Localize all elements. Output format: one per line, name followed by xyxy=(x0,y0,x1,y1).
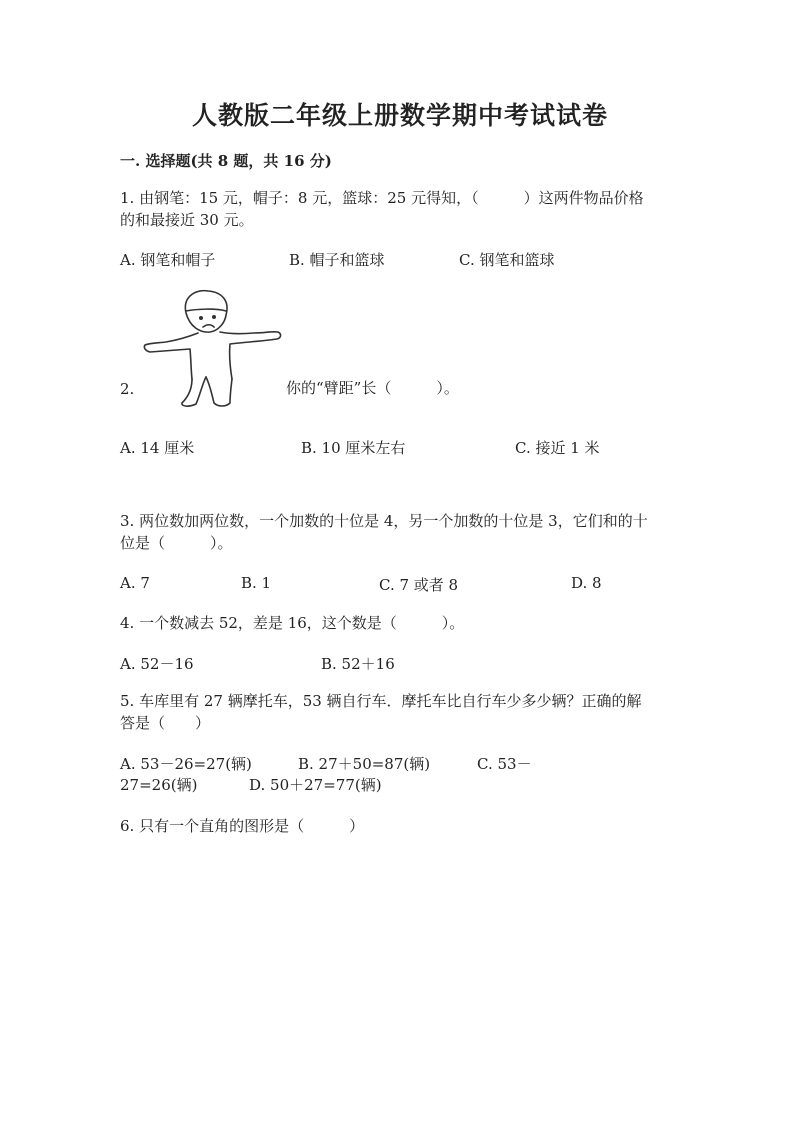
question-1 xyxy=(120,187,680,231)
question-3-option-b: B. 1 xyxy=(241,574,272,592)
question-4-stem: 4. 一个数减去 52，差是 16，这个数是（ ）。 xyxy=(120,614,465,632)
question-3 xyxy=(120,510,680,554)
question-2-option-c: C. 接近 1 米 xyxy=(515,439,600,457)
question-5-option-c-part1: C. 53－ xyxy=(477,755,532,773)
section-heading: 一. 选择题(共 8 题，共 16 分) xyxy=(120,152,332,170)
question-3-stem-line2: 位是（ ）。 xyxy=(120,534,233,552)
question-4-option-a: A. 52－16 xyxy=(120,655,194,673)
question-1-option-b: B. 帽子和篮球 xyxy=(289,251,385,269)
arm-span-figure xyxy=(138,287,288,409)
question-5-option-a: A. 53－26=27(辆) xyxy=(120,755,252,773)
question-2-number: 2. xyxy=(120,380,135,398)
question-5-stem-line2: 答是（ ） xyxy=(120,714,211,732)
question-3-stem-line1: 3. 两位数加两位数，一个加数的十位是 4，另一个加数的十位是 3，它们和的十 xyxy=(120,512,648,530)
question-5-option-b: B. 27＋50=87(辆) xyxy=(298,755,431,773)
question-4-option-b: B. 52＋16 xyxy=(321,655,395,673)
question-5-option-d: D. 50＋27=77(辆) xyxy=(249,776,382,794)
question-2-stem: 你的“臂距”长（ ）。 xyxy=(286,379,459,397)
question-1-option-c: C. 钢笔和篮球 xyxy=(459,251,555,269)
question-3-option-a: A. 7 xyxy=(120,574,150,592)
question-1-stem-line1: 1. 由钢笔：15 元，帽子：8 元，篮球：25 元得知，（ ）这两件物品价格 xyxy=(120,189,644,207)
question-5 xyxy=(120,690,680,734)
question-5-stem-line1: 5. 车库里有 27 辆摩托车，53 辆自行车．摩托车比自行车少多少辆？正确的解 xyxy=(120,692,642,710)
question-3-option-c: C. 7 或者 8 xyxy=(379,576,459,594)
question-1-stem-line2: 的和最接近 30 元。 xyxy=(120,211,254,229)
question-2-option-b: B. 10 厘米左右 xyxy=(301,439,406,457)
question-6-stem: 6. 只有一个直角的图形是（ ） xyxy=(120,817,365,835)
question-1-option-a: A. 钢笔和帽子 xyxy=(120,251,216,269)
exam-title: 人教版二年级上册数学期中考试试卷 xyxy=(191,101,608,130)
question-3-option-d: D. 8 xyxy=(571,574,602,592)
question-5-option-c-part2: 27=26(辆) xyxy=(120,776,198,794)
question-2-option-a: A. 14 厘米 xyxy=(120,439,195,457)
